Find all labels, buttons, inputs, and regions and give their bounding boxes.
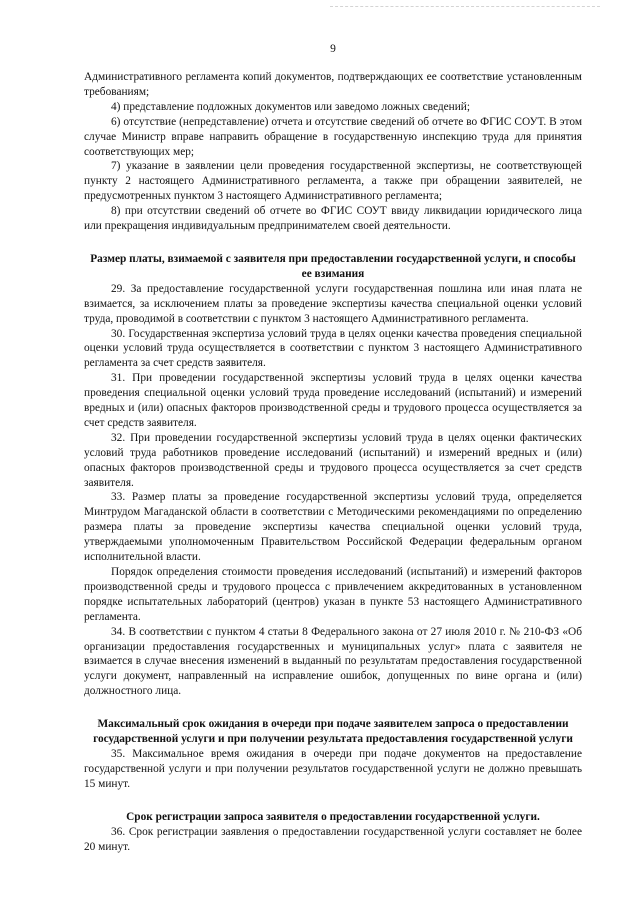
spacer xyxy=(84,792,582,810)
document-page xyxy=(84,0,582,905)
paragraph-continuation: Административного регламента копий документов, подтверждающих ее соответствие установленным требованиям; xyxy=(84,71,582,98)
list-item-8: 8) при отсутствии сведений об отчете во ФГИС СОУТ ввиду ликвидации юридического лица или прекращения индивидуальным предпринимателем своей деятельности. xyxy=(84,205,582,233)
paragraph-35: 35. Максимальное время ожидания в очереди при подаче документов на предоставление государственной услуги и при получении результатов государственной услуги не должно превышать 15 минут. xyxy=(84,747,582,790)
paragraph-32: 32. При проведении государственной экспертизы условий труда в целях оценки фактических условий труда работников проведение исследований (испытаний) и измерений вредных и (или) опасных факторов производственной среды и трудового процесса осуществляется за счет средств заявителя. xyxy=(84,431,582,489)
spacer xyxy=(84,234,582,252)
list-item-7: 7) указание в заявлении цели проведения государственной экспертизы, не соответствующей пункту 2 настоящего Административного регламента, а также при обращении заявителей, не предусмотренных пунктом 3 настоящего Административного регламента; xyxy=(84,160,582,203)
list-item-6: 6) отсутствие (непредставление) отчета и отсутствие сведений об отчете во ФГИС СОУТ. В этом случае Министр вправе направить обращение в государственную инспекцию труда для принятия соответствующих мер; xyxy=(84,115,582,158)
section-heading-fee: Размер платы, взимаемой с заявителя при предоставлении государственной услуги, и способы ее взимания xyxy=(90,252,576,280)
section-heading-registration: Срок регистрации запроса заявителя о предоставлении государственной услуги. xyxy=(126,810,540,823)
paragraph-30: 30. Государственная экспертиза условий труда в целях оценки качества проведения специальной оценки условий труда осуществляется в соответствии с пунктом 3 настоящего Административного регламента за счет средств заявителя. xyxy=(84,327,582,370)
paragraph-33: 33. Размер платы за проведение государственной экспертизы условий труда, определяется Минтрудом Магаданской области в соответствии с Методическими рекомендациями по определению размера платы за проведение экспертизы качества специальной оценки условий труда, утверждаемыми уполномоченным Правительством Российской Федерации федеральным органом исполнительной власти. xyxy=(84,491,582,564)
paragraph-36: 36. Срок регистрации заявления о предоставлении государственной услуги составляет не более 20 минут. xyxy=(84,825,582,853)
page-number: 9 xyxy=(330,43,336,55)
paragraph-31: 31. При проведении государственной экспертизы условий труда в целях оценки качества проведения специальной оценки условий труда проведение исследований (испытаний) и измерений вредных и (или) опасных факторов производственной среды и трудового процесса осуществляется за счет средств заявителя. xyxy=(84,372,582,429)
section-heading-queue: Максимальный срок ожидания в очереди при подаче заявителем запроса о предоставлении государственной услуги и при получении результата предоставления государственной услуги xyxy=(93,718,573,746)
paragraph-34: 34. В соответствии с пунктом 4 статьи 8 Федерального закона от 27 июля 2010 г. № 210-ФЗ «Об организации предоставления государственных и муниципальных услуг» плата с заявителя не взимается в случае внесения изменений в выданный по результатам предоставления государственной услуги документ, направленный на исправление ошибок, допущенных по вине органа и (или) должностного лица. xyxy=(84,625,582,698)
paragraph-29: 29. За предоставление государственной услуги государственная пошлина или иная плата не взимается, за исключением платы за проведение экспертизы качества специальной оценки условий труда, проводимой в соответствии с пунктом 3 настоящего Административного регламента. xyxy=(84,282,582,325)
list-item-4: 4) представление подложных документов или заведомо ложных сведений; xyxy=(111,100,471,113)
document-body xyxy=(84,70,582,854)
paragraph-procedure: Порядок определения стоимости проведения исследований (испытаний) и измерений факторов производственной среды и трудового процесса с привлечением аккредитованных в установленном порядке испытательных лабораторий (центров) указан в пункте 53 настоящего Административного регламента. xyxy=(84,566,582,623)
spacer xyxy=(84,699,582,717)
